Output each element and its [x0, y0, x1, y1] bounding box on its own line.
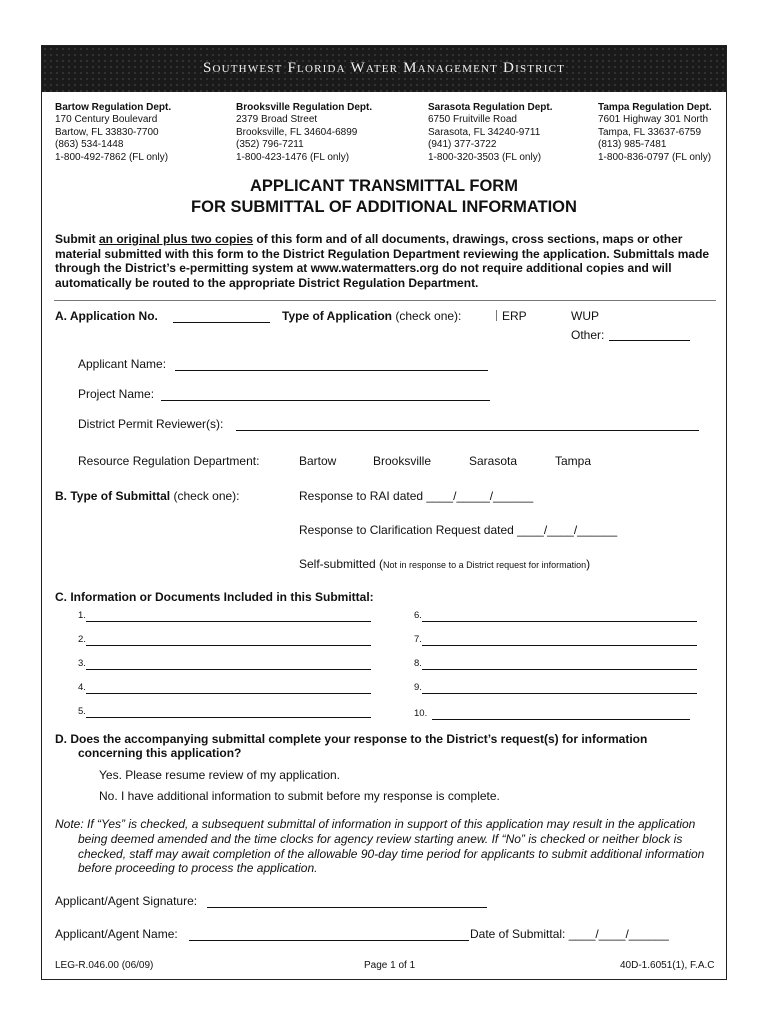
erp-label: ERP — [502, 309, 527, 323]
self-hint: Not in response to a District request for information — [383, 560, 587, 570]
dept-phone: (941) 377-3722 — [428, 139, 497, 151]
item-number: 8. — [414, 658, 422, 669]
submittal-label-bold: B. Type of Submittal — [55, 489, 171, 503]
yes-option[interactable]: Yes. Please resume review of my application. — [99, 768, 341, 782]
section-d-label: D. Does the accompanying submittal complete your response to the District’s request(s) for information — [55, 732, 648, 746]
document-field-7[interactable] — [422, 645, 697, 646]
note-text: Note: If “Yes” is checked, a subsequent submittal of information in support of this application may result in the application being deemed amended and the time clocks for agency review starting anew. If “No” is checked or neither block is checked, staff may await completion of the allowable 90-day time period for applicants to submit additional information before proceeding to process the application. — [55, 817, 705, 876]
section-c-label: C. Information or Documents Included in this Submittal: — [55, 590, 374, 604]
response-clarification-option[interactable]: Response to Clarification Request dated ____/____/______ — [299, 523, 618, 537]
instructions-paragraph — [55, 232, 721, 290]
document-field-1[interactable] — [86, 621, 371, 622]
form-page — [41, 45, 727, 980]
dept-bartow — [55, 102, 171, 164]
dept-city: Sarasota, FL 34240-9711 — [428, 126, 541, 138]
form-id: LEG-R.046.00 (06/09) — [55, 960, 154, 971]
document-field-5[interactable] — [86, 717, 371, 718]
project-name-label: Project Name: — [78, 387, 155, 401]
wup-checkbox[interactable]: WUP — [571, 309, 599, 323]
item-number: 5. — [78, 706, 86, 717]
dept-sarasota — [428, 102, 552, 164]
note-paragraph — [55, 817, 720, 876]
document-field-2[interactable] — [86, 645, 371, 646]
item-number: 7. — [414, 634, 422, 645]
dept-brooksville — [236, 102, 372, 164]
no-option[interactable]: No. I have additional information to submit before my response is complete. — [99, 789, 500, 803]
item-number: 1. — [78, 610, 86, 621]
dept-option-sarasota[interactable]: Sarasota — [469, 454, 518, 468]
dept-address: 2379 Broad Street — [236, 114, 318, 126]
item-number: 10. — [414, 708, 428, 719]
dept-option-tampa[interactable]: Tampa — [555, 454, 592, 468]
applicant-name-field[interactable] — [175, 370, 488, 371]
self-label: Self-submitted ( — [299, 557, 384, 571]
section-divider — [54, 300, 716, 301]
date-of-submittal[interactable]: Date of Submittal: ____/____/______ — [470, 927, 669, 941]
dept-name: Brooksville Regulation Dept. — [236, 102, 373, 113]
erp-checkbox[interactable] — [496, 309, 527, 323]
org-name: Southwest Florida Water Management District — [202, 60, 566, 76]
dept-phone: (863) 534-1448 — [55, 139, 124, 151]
section-d-label-cont: concerning this application? — [78, 746, 242, 760]
intro-underlined: an original plus two copies — [99, 232, 254, 246]
dept-name: Bartow Regulation Dept. — [55, 102, 172, 113]
checkbox-mark — [496, 310, 497, 321]
self-close: ) — [586, 557, 591, 571]
document-field-8[interactable] — [422, 669, 697, 670]
item-number: 2. — [78, 634, 86, 645]
header-banner — [42, 46, 726, 92]
intro-pre: Submit — [55, 232, 99, 246]
document-field-6[interactable] — [422, 621, 697, 622]
application-no-label: A. Application No. — [55, 309, 158, 323]
dept-address: 170 Century Boulevard — [55, 114, 158, 126]
dept-tampa — [598, 102, 712, 164]
item-number: 9. — [414, 682, 422, 693]
dept-name: Sarasota Regulation Dept. — [428, 102, 553, 113]
dept-tollfree: 1-800-492-7862 (FL only) — [55, 151, 169, 163]
agent-name-field[interactable] — [189, 940, 469, 941]
form-title-line1: APPLICANT TRANSMITTAL FORM — [250, 177, 518, 195]
signature-field[interactable] — [207, 907, 487, 908]
dept-address: 6750 Fruitville Road — [428, 114, 517, 126]
type-of-submittal-label — [55, 489, 240, 503]
type-of-application-label — [282, 309, 461, 323]
permit-reviewer-field[interactable] — [236, 430, 699, 431]
dept-city: Brooksville, FL 34604-6899 — [236, 126, 358, 138]
item-number: 3. — [78, 658, 86, 669]
dept-tollfree: 1-800-320-3503 (FL only) — [428, 151, 542, 163]
dept-address: 7601 Highway 301 North — [598, 114, 709, 126]
self-submitted-option[interactable] — [299, 557, 590, 571]
page-number: Page 1 of 1 — [364, 960, 416, 971]
type-label-hint: (check one): — [395, 309, 462, 323]
dept-tollfree: 1-800-836-0797 (FL only) — [598, 151, 712, 163]
other-label: Other: — [571, 328, 605, 342]
item-number: 4. — [78, 682, 86, 693]
form-title-line2: FOR SUBMITTAL OF ADDITIONAL INFORMATION — [191, 198, 577, 216]
dept-phone: (813) 985-7481 — [598, 139, 667, 151]
application-no-field[interactable] — [173, 322, 270, 323]
permit-reviewer-label: District Permit Reviewer(s): — [78, 417, 224, 431]
dept-tollfree: 1-800-423-1476 (FL only) — [236, 151, 350, 163]
dept-name: Tampa Regulation Dept. — [598, 102, 712, 113]
dept-option-bartow[interactable]: Bartow — [299, 454, 337, 468]
submittal-label-hint: (check one): — [173, 489, 240, 503]
rule-citation: 40D-1.6051(1), F.A.C — [620, 960, 715, 971]
type-label-bold: Type of Application — [282, 309, 392, 323]
resource-dept-label: Resource Regulation Department: — [78, 454, 260, 468]
applicant-name-label: Applicant Name: — [78, 357, 167, 371]
document-field-10[interactable] — [432, 719, 690, 720]
signature-label: Applicant/Agent Signature: — [55, 894, 198, 908]
document-field-3[interactable] — [86, 669, 371, 670]
dept-city: Bartow, FL 33830-7700 — [55, 126, 159, 138]
item-number: 6. — [414, 610, 422, 621]
agent-name-label: Applicant/Agent Name: — [55, 927, 178, 941]
dept-phone: (352) 796-7211 — [236, 139, 304, 151]
response-rai-option[interactable]: Response to RAI dated ____/_____/______ — [299, 489, 534, 503]
document-field-9[interactable] — [422, 693, 697, 694]
document-field-4[interactable] — [86, 693, 371, 694]
project-name-field[interactable] — [161, 400, 490, 401]
dept-city: Tampa, FL 33637-6759 — [598, 126, 702, 138]
dept-option-brooksville[interactable]: Brooksville — [373, 454, 432, 468]
intro-post: of this form and of all documents, drawings, cross sections, maps or other material submitted with this form to the District Regulation Department reviewing the application. Submittals made through the District’s e-permitting system at www.watermatters.org do not require additional copies and will automatically be routed to the appropriate District Regulation Department. — [55, 232, 710, 290]
other-field[interactable] — [609, 340, 690, 341]
